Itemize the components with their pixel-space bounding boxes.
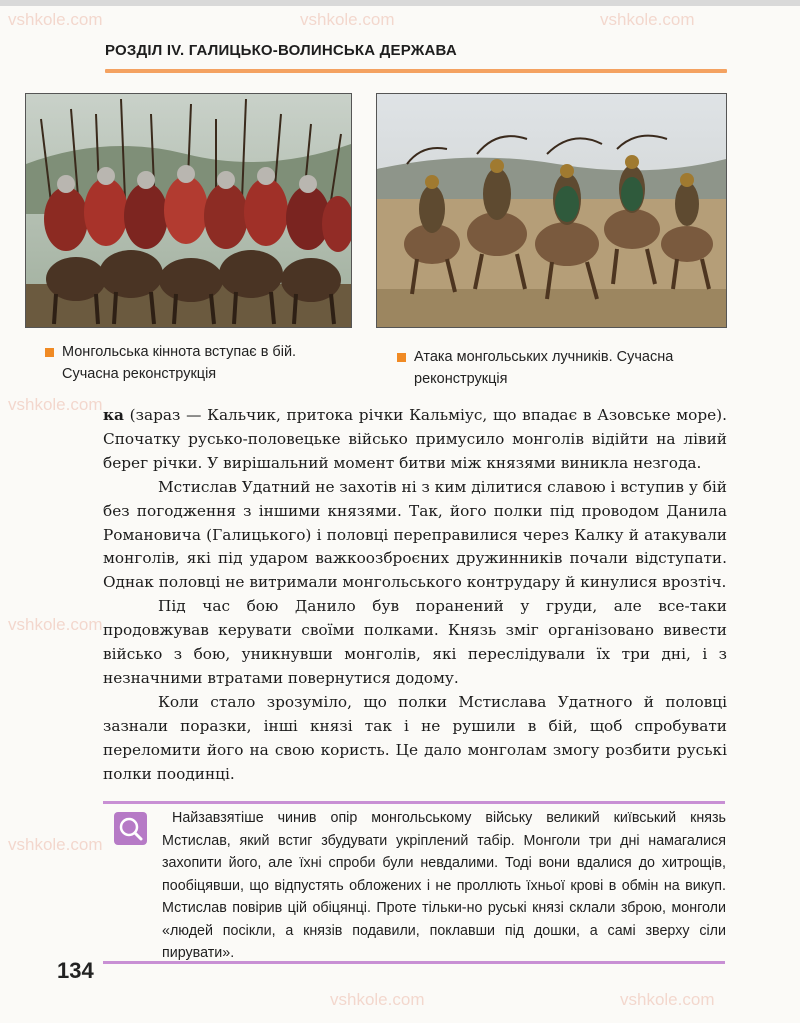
infobox-paragraph: Найзавзятіше чинив опір монгольському війську великий київський князь Мстислав, який встиг збудувати укріплений табір. Монголи три дні намагалися захопити його, але їхні спроби були невдалими. Тоді вони вдалися до хитрощів, пообіцявши, що відпустять обложених і не проллють їхньої крові в обмін на викуп. Мстислав повірив цій обіцянці. Проте тільки-но руські князі склали зброю, монголи «людей посікли, а князів подавили, поклавши під дошки, а самі зверху сіли пирувати». <box>162 810 726 961</box>
caption-text: Монгольська кіннота вступає в бій. Сучасна реконструкція <box>62 344 297 382</box>
paragraph: Під час бою Данило був поранений у груди, але все-таки продовжував керувати своїми полками. Князь зміг організовано вивести військо з бою, уникнувши монголів, які переслідували їх три дні, і з незначними втратами повернутися додому. <box>103 597 727 687</box>
magnifier-icon <box>114 812 147 845</box>
infobox-text <box>162 807 726 965</box>
orange-square-bullet <box>45 348 54 357</box>
paragraph: Мстислав Удатний не захотів ні з ким ділитися славою і вступив у бій без погодження з іншими князями. Так, його полки під проводом Данила Романовича (Галицького) і половці переправилися через Калку й атакували монголів, які під ударом важкоозброєних дружинників почали відступати. Однак половці не витримали монгольського контрудару й кинулися врозтіч. <box>103 477 727 592</box>
main-text <box>103 404 727 787</box>
bold-fragment: ка <box>103 406 124 424</box>
orange-square-bullet <box>397 353 406 362</box>
paragraph: Коли стало зрозуміло, що полки Мстислава Удатного й половці зазнали поразки, інші князі так і не рушили в бій, щоб спробувати переломити його на свою користь. Це дало монголам змогу розбити руські полки поодинці. <box>103 692 727 783</box>
photo-mongol-cavalry <box>25 93 352 328</box>
watermark: vshkole.com <box>8 395 103 414</box>
photo-mongol-archers <box>376 93 727 328</box>
watermark: vshkole.com <box>620 990 715 1009</box>
header-rule <box>105 69 727 73</box>
watermark: vshkole.com <box>300 10 395 29</box>
caption-text: Атака монгольських лучників. Сучасна реконструкція <box>414 349 674 387</box>
figure-caption <box>62 341 337 385</box>
infobox-bottom-rule <box>103 961 725 964</box>
figure-caption <box>414 346 724 390</box>
paragraph: ка (зараз — Кальчик, притока річки Кальміус, що впадає в Азовське море). Спочатку русько-половецьке військо примусило монголів відійти на лівий берег річки. У вирішальний момент битви між князями виникла незгода. <box>103 406 727 472</box>
watermark: vshkole.com <box>8 835 103 854</box>
watermark: vshkole.com <box>330 990 425 1009</box>
watermark: vshkole.com <box>8 615 103 634</box>
page-number: 134 <box>57 958 94 983</box>
watermark: vshkole.com <box>8 10 103 29</box>
infobox-top-rule <box>103 801 725 804</box>
top-edge <box>0 0 800 6</box>
watermark: vshkole.com <box>600 10 695 29</box>
chapter-header: РОЗДІЛ IV. ГАЛИЦЬКО-ВОЛИНСЬКА ДЕРЖАВА <box>105 42 457 59</box>
